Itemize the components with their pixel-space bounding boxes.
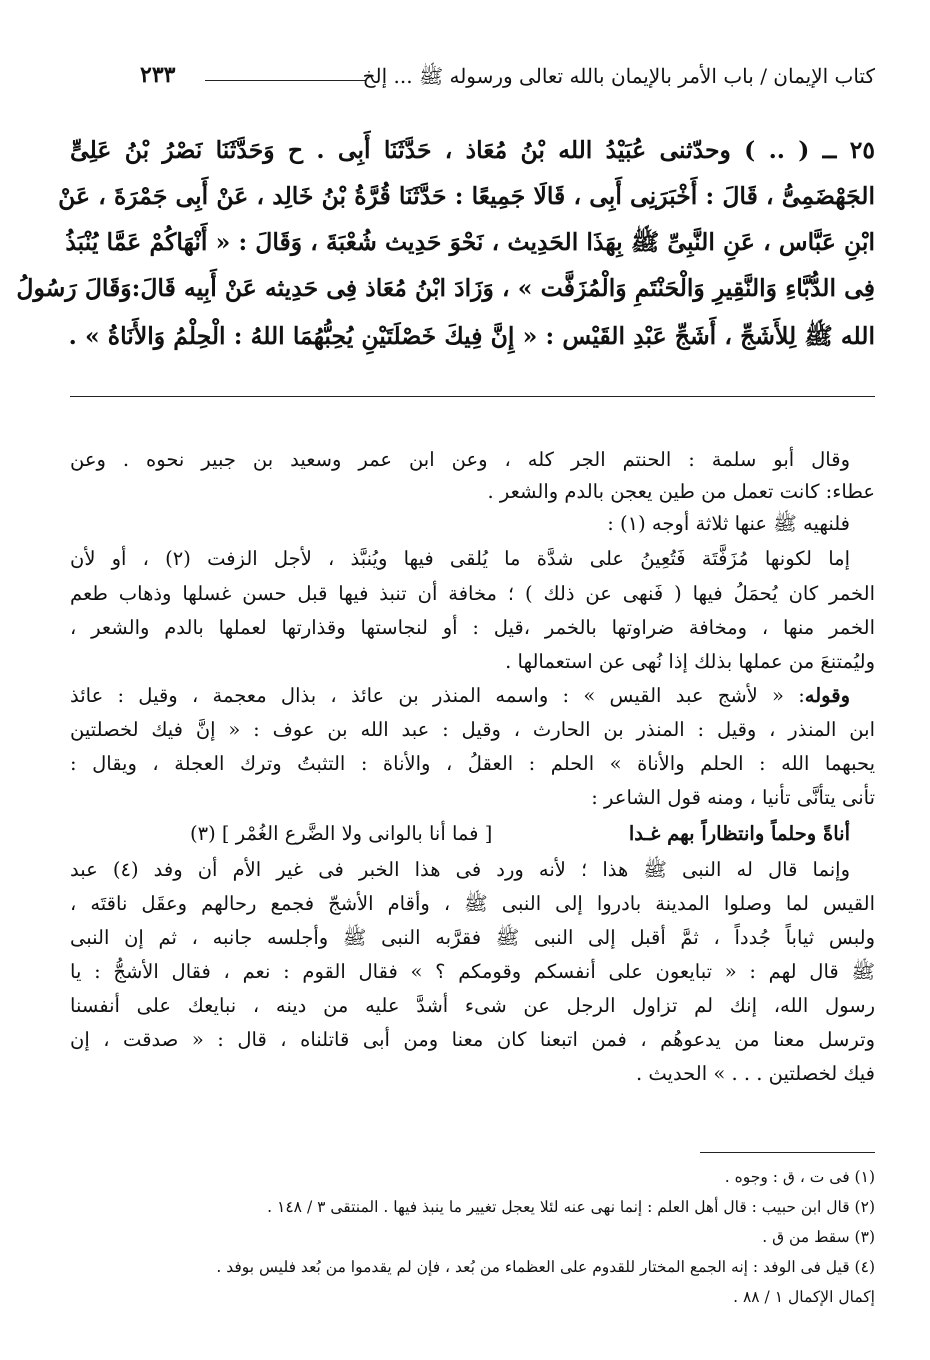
lemma-label: وقوله [804, 684, 850, 707]
commentary-line: ابن المنذر ، وقيل : المنذر بن الحارث ، وقيل : عبد الله بن عوف : « إنَّ فيك لخصلتين [70, 718, 875, 741]
hadith-line: الله ﷺ لِلأَشَجِّ ، أَشَجِّ عَبْدِ القَيْس : « إِنَّ فِيكَ خَصْلَتَيْنِ يُحِبُّهُمَا اللهُ : الْحِلْمُ وَالأَنَاةُ » . [68, 322, 875, 350]
commentary-line: ﷺ قال لهم : « تبايعون على أنفسكم وقومكم ؟ » فقال القوم : نعم ، فقال الأشجُّ : يا [70, 960, 875, 983]
commentary-line: فلنهيه ﷺ عنها ثلاثة أوجه (١) : [607, 512, 850, 535]
footnote: (٣) سقط من ق . [762, 1228, 875, 1246]
hadith-line: ٢٥ ــ ( .. ) وحدّثنى عُبَيْدُ الله بْنُ مُعَاذ ، حَدَّثَنَا أَبِى . ح وَحَدَّثَنَا نَصْرُ بْنُ عَلِىٍّ [70, 136, 875, 164]
commentary-line: عطاء: كانت تعمل من طين يعجن بالدم والشعر . [487, 480, 875, 503]
poem-left-hemistich: [ فما أنا بالوانى ولا الضَّرع الغُمْر ] (٣) [190, 822, 493, 845]
commentary-line: وترسل معنا من يدعوهُم ، فمن اتبعنا كان معنا ومن أبى قاتلناه ، قال : « صدقت ، إن [70, 1028, 875, 1051]
footnote: (٢) قال ابن حبيب : قال أهل العلم : إنما نهى عنه لئلا يعجل تغيير ما ينبذ فيها . المنتقى ٣ / ١٤٨ . [267, 1198, 875, 1216]
footnote: (١) فى ت ، ق : وجوه . [724, 1168, 875, 1186]
commentary-line: القيس لما وصلوا المدينة بادروا إلى النبى ﷺ ، وأقام الأشجّ فجمع رحالهم وعقَل ناقتَه ، [70, 892, 875, 915]
page-number: ٢٣٣ [140, 62, 176, 88]
running-header: كتاب الإيمان / باب الأمر بالإيمان بالله تعالى ورسوله ﷺ ... إلخ [362, 64, 875, 88]
section-rule [70, 396, 875, 397]
commentary-line: تأنى يتأنَّى تأنيا ، ومنه قول الشاعر : [591, 786, 875, 809]
hadith-line: ابْنِ عَبَّاس ، عَنِ النَّبِىِّ ﷺ بِهَذَا الحَدِيث ، نَحْوَ حَدِيث شُعْبَةَ ، وَقَالَ : « أَنْهَاكُمْ عَمَّا يُنْبَذُ [65, 228, 875, 256]
commentary-line [70, 684, 850, 707]
commentary-line: إما لكونها مُزَفَّتَة فَتُعِينُ على شدَّة ما يُلقى فيها ويُنبَّذ ، لأجل الزفت (٢) ، أو لأن [70, 547, 851, 570]
commentary-line: يحبهما الله : الحلم والأناة » الحلم : العقلُ ، والأناة : التثبتُ وترك العجلة ، ويقال : [70, 752, 875, 775]
hadith-line: فِى الدُّبَّاءِ وَالنَّقِيرِ وَالْحَنْتَمِ وَالْمُزَفَّت » ، وَزَادَ ابْنُ مُعَاذ فِى حَدِيثه عَنْ أَبِيه قَالَ:وَقَالَ رَسُولُ [16, 274, 875, 302]
commentary-line: رسول الله، إنك لم تزاول الرجل عن شىء أشدَّ عليه من دينه ، نبايعك على أنفسنا [70, 994, 875, 1017]
commentary-line: وليُمتنعَ من عملها بذلك إذا نُهى عن استعمالها . [505, 650, 875, 673]
footnote: (٤) قيل فى الوفد : إنه الجمع المختار للقدوم على العظماء من بُعد ، فإن لم يقدموا من بُعد فليس بوفد . [216, 1258, 875, 1276]
hadith-line: الجَهْضَمِىُّ ، قَالَ : أَخْبَرَنِى أَبِى ، قَالَا جَمِيعًا : حَدَّثَنَا قُرَّةُ بْنُ خَالِد ، عَنْ أَبِى جَمْرَةَ ، عَنْ [58, 182, 875, 210]
commentary-line: وقال أبو سلمة : الحنتم الجر كله ، وعن ابن عمر وسعيد بن جبير نحوه . وعن [70, 448, 850, 471]
footnote-rule [700, 1152, 875, 1153]
poem-right-hemistich: أناةً وحلماً وانتظاراً بهم غـدا [628, 822, 850, 845]
commentary-line: ولبس ثياباً جُدداً ، ثمَّ أقبل إلى النبى ﷺ فقرَّبه النبى ﷺ وأجلسه جانبه ، ثم إن النبى [70, 926, 875, 949]
commentary-line: الخمر منها ، ومخافة ضراوتها بالخمر ،قيل : أو لنجاستها وقذارتها لعملها بالدم والشعر ، [70, 616, 875, 639]
commentary-line: الخمر كان يُحمَلُ فيها ( فَنهى عن ذلك ) ؛ مخافة أن تنبذ فيها قبل حسن غسلها وذهاب طعم [70, 582, 875, 605]
commentary-line: فيك لخصلتين . . . » الحديث . [635, 1062, 875, 1085]
footnote: إكمال الإكمال ١ / ٨٨ . [733, 1288, 875, 1306]
lemma-text: : « لأشج عبد القيس » : واسمه المنذر بن عائذ ، بذال معجمة ، وقيل : عائذ [70, 684, 805, 707]
commentary-line: وإنما قال له النبى ﷺ هذا ؛ لأنه ورد فى هذا الخبر فى غير الأم أن وفد (٤) عبد [70, 858, 851, 881]
header-rule [205, 80, 365, 81]
